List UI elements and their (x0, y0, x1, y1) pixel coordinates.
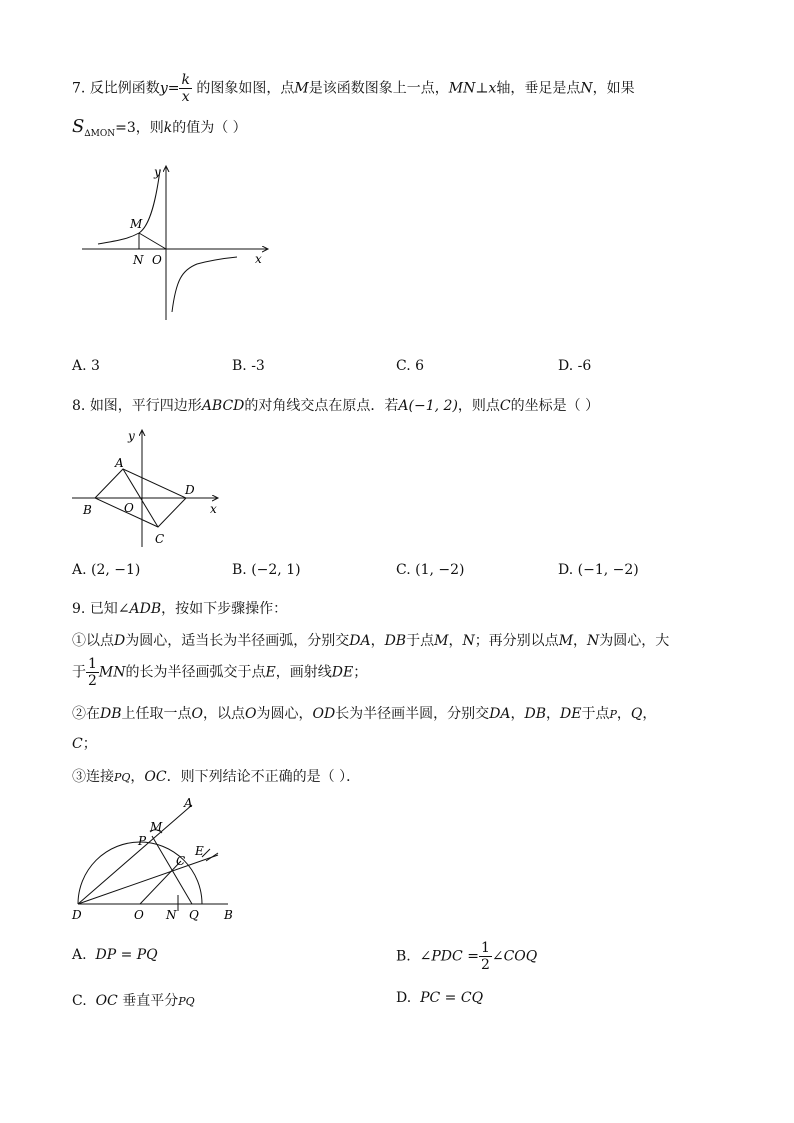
q9-option-c[interactable]: C. OC 垂直平分PQ (72, 993, 195, 1009)
q8-label-A: A (115, 456, 124, 470)
q9-step1-line1: ①以点D为圆心，适当长为半径画弧，分别交DA，DB于点M，N；再分别以点M，N为圆心，大 (72, 633, 670, 649)
q8-label-C: C (155, 532, 165, 546)
q9-step3: ③连接PQ，OC．则下列结论不正确的是（ ）． (72, 769, 361, 785)
q9-step1-line2: 于 $\frac{1}{2}$ MN的长为半径画弧交于点E，画射线DE； (72, 656, 368, 689)
q8-label-y: y (128, 429, 135, 443)
q9-label-B: B (224, 908, 233, 922)
q7-curve-lower (172, 257, 237, 312)
q8-stem: 8. 如图，平行四边形ABCD的对角线交点在原点．若A(−1, 2)，则点C的坐标是（ ） (72, 398, 600, 414)
q8-label-D: D (185, 483, 195, 497)
q9-segment-OC (140, 861, 181, 904)
q9-intro: 9. 已知∠ADB，按如下步骤操作： (72, 601, 288, 617)
q9-step2-line1: ②在DB上任取一点O，以点O为圆心，OD长为半径画半圆，分别交DA，DB，DE于点P，Q， (72, 706, 657, 722)
q7-fraction: $\frac{k}{x}$ (181, 72, 190, 105)
q9-step2-line2: C； (72, 736, 97, 752)
q7-graph (72, 160, 282, 330)
q9-label-N: N (166, 908, 177, 922)
q8-number: 8. (72, 398, 86, 414)
q9-label-E: E (195, 844, 204, 858)
q8-label-O: O (124, 501, 134, 515)
q8-option-b[interactable]: B. (−2, 1) (232, 562, 301, 578)
q7-option-b[interactable]: B. -3 (232, 358, 265, 374)
q7-curve-upper (98, 170, 160, 244)
q9-label-M: M (150, 820, 163, 834)
q7-segment-MO (139, 233, 166, 249)
q8-label-x: x (210, 502, 217, 516)
q9-arc-E (202, 849, 218, 861)
q7-label-O: O (152, 253, 162, 267)
q9-figure (70, 795, 240, 925)
q9-label-D: D (72, 908, 82, 922)
q9-option-d[interactable]: D. PC = CQ (396, 990, 484, 1006)
q8-label-B: B (83, 503, 92, 517)
q8-option-a[interactable]: A. (2, −1) (72, 562, 141, 578)
q8-option-c[interactable]: C. (1, −2) (396, 562, 465, 578)
q7-option-c[interactable]: C. 6 (396, 358, 425, 374)
q9-label-Q: Q (189, 908, 199, 922)
q7-number: 7. (72, 80, 86, 97)
q9-semicircle (78, 842, 202, 904)
q9-number: 9. (72, 601, 86, 617)
q7-label-y: y (154, 165, 161, 179)
q9-label-P: P (138, 834, 147, 848)
q7-label-M: M (130, 217, 143, 231)
q7-stem-line2: $S_{\Delta MON}=3$，则k的值为（ ） (72, 116, 247, 139)
q7-stem-line1: 7. 反比例函数y= $\frac{k}{x}$ 的图象如图，点M是该函数图象上一点，MN⊥x轴，垂足是点N，如果 (72, 72, 635, 105)
q7-option-a[interactable]: A. 3 (72, 358, 100, 374)
q9-label-O: O (134, 908, 144, 922)
q9-ray-DA (78, 805, 192, 904)
q9-label-C: C (176, 854, 186, 868)
q9-label-A: A (184, 796, 193, 810)
q9-option-a[interactable]: A. DP = PQ (72, 947, 158, 963)
q9-option-b[interactable]: B. ∠PDC = $\frac{1}{2}$ ∠COQ (396, 940, 538, 973)
q8-option-d[interactable]: D. (−1, −2) (558, 562, 639, 578)
q8-graph (70, 425, 230, 550)
q9-option-b-fraction: $\frac{1}{2}$ (480, 940, 490, 973)
q7-label-N: N (133, 253, 144, 267)
q9-half-fraction: $\frac{1}{2}$ (88, 656, 97, 689)
q7-option-d[interactable]: D. -6 (558, 358, 592, 374)
q7-label-x: x (255, 252, 262, 266)
